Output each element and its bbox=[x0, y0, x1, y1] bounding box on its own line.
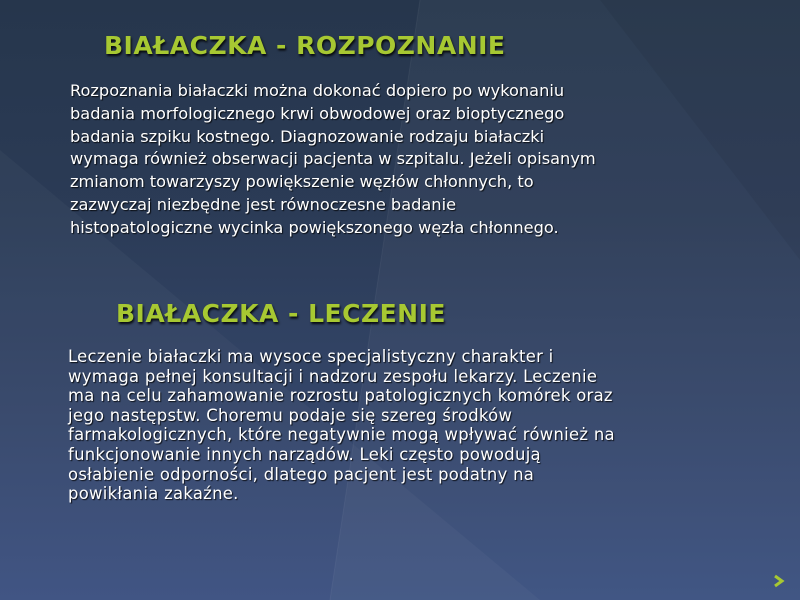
paragraph-leczenie: Leczenie białaczki ma wysoce specjalistyczny charakter i wymaga pełnej konsultacji i nadzoru zespołu lekarzy. Leczenie ma na celu zahamowanie rozrostu patologicznych komórek oraz jego następstw. Choremu podaje się szereg środków farmakologicznych, które negatywnie mogą wpływać również na funkcjonowanie innych narządów. Leki często powodują osłabienie odporności, dlatego pacjent jest podatny na powikłania zakaźne. bbox=[68, 347, 615, 504]
section-title-leczenie: BIAŁACZKA - LECZENIE bbox=[116, 299, 446, 328]
section-title-rozpoznanie: BIAŁACZKA - ROZPOZNANIE bbox=[104, 31, 506, 60]
paragraph-rozpoznanie: Rozpoznania białaczki można dokonać dopiero po wykonaniu badania morfologicznego krwi obwodowej oraz bioptycznego badania szpiku kostnego. Diagnozowanie rodzaju białaczki wymaga również obserwacji pacjenta w szpitalu. Jeżeli opisanym zmianom towarzyszy powiększenie węzłów chłonnych, to zazwyczaj niezbędne jest równoczesne badanie histopatologiczne wycinka powiększonego węzła chłonnego. bbox=[70, 81, 596, 237]
chevron-right-icon[interactable] bbox=[772, 574, 786, 588]
